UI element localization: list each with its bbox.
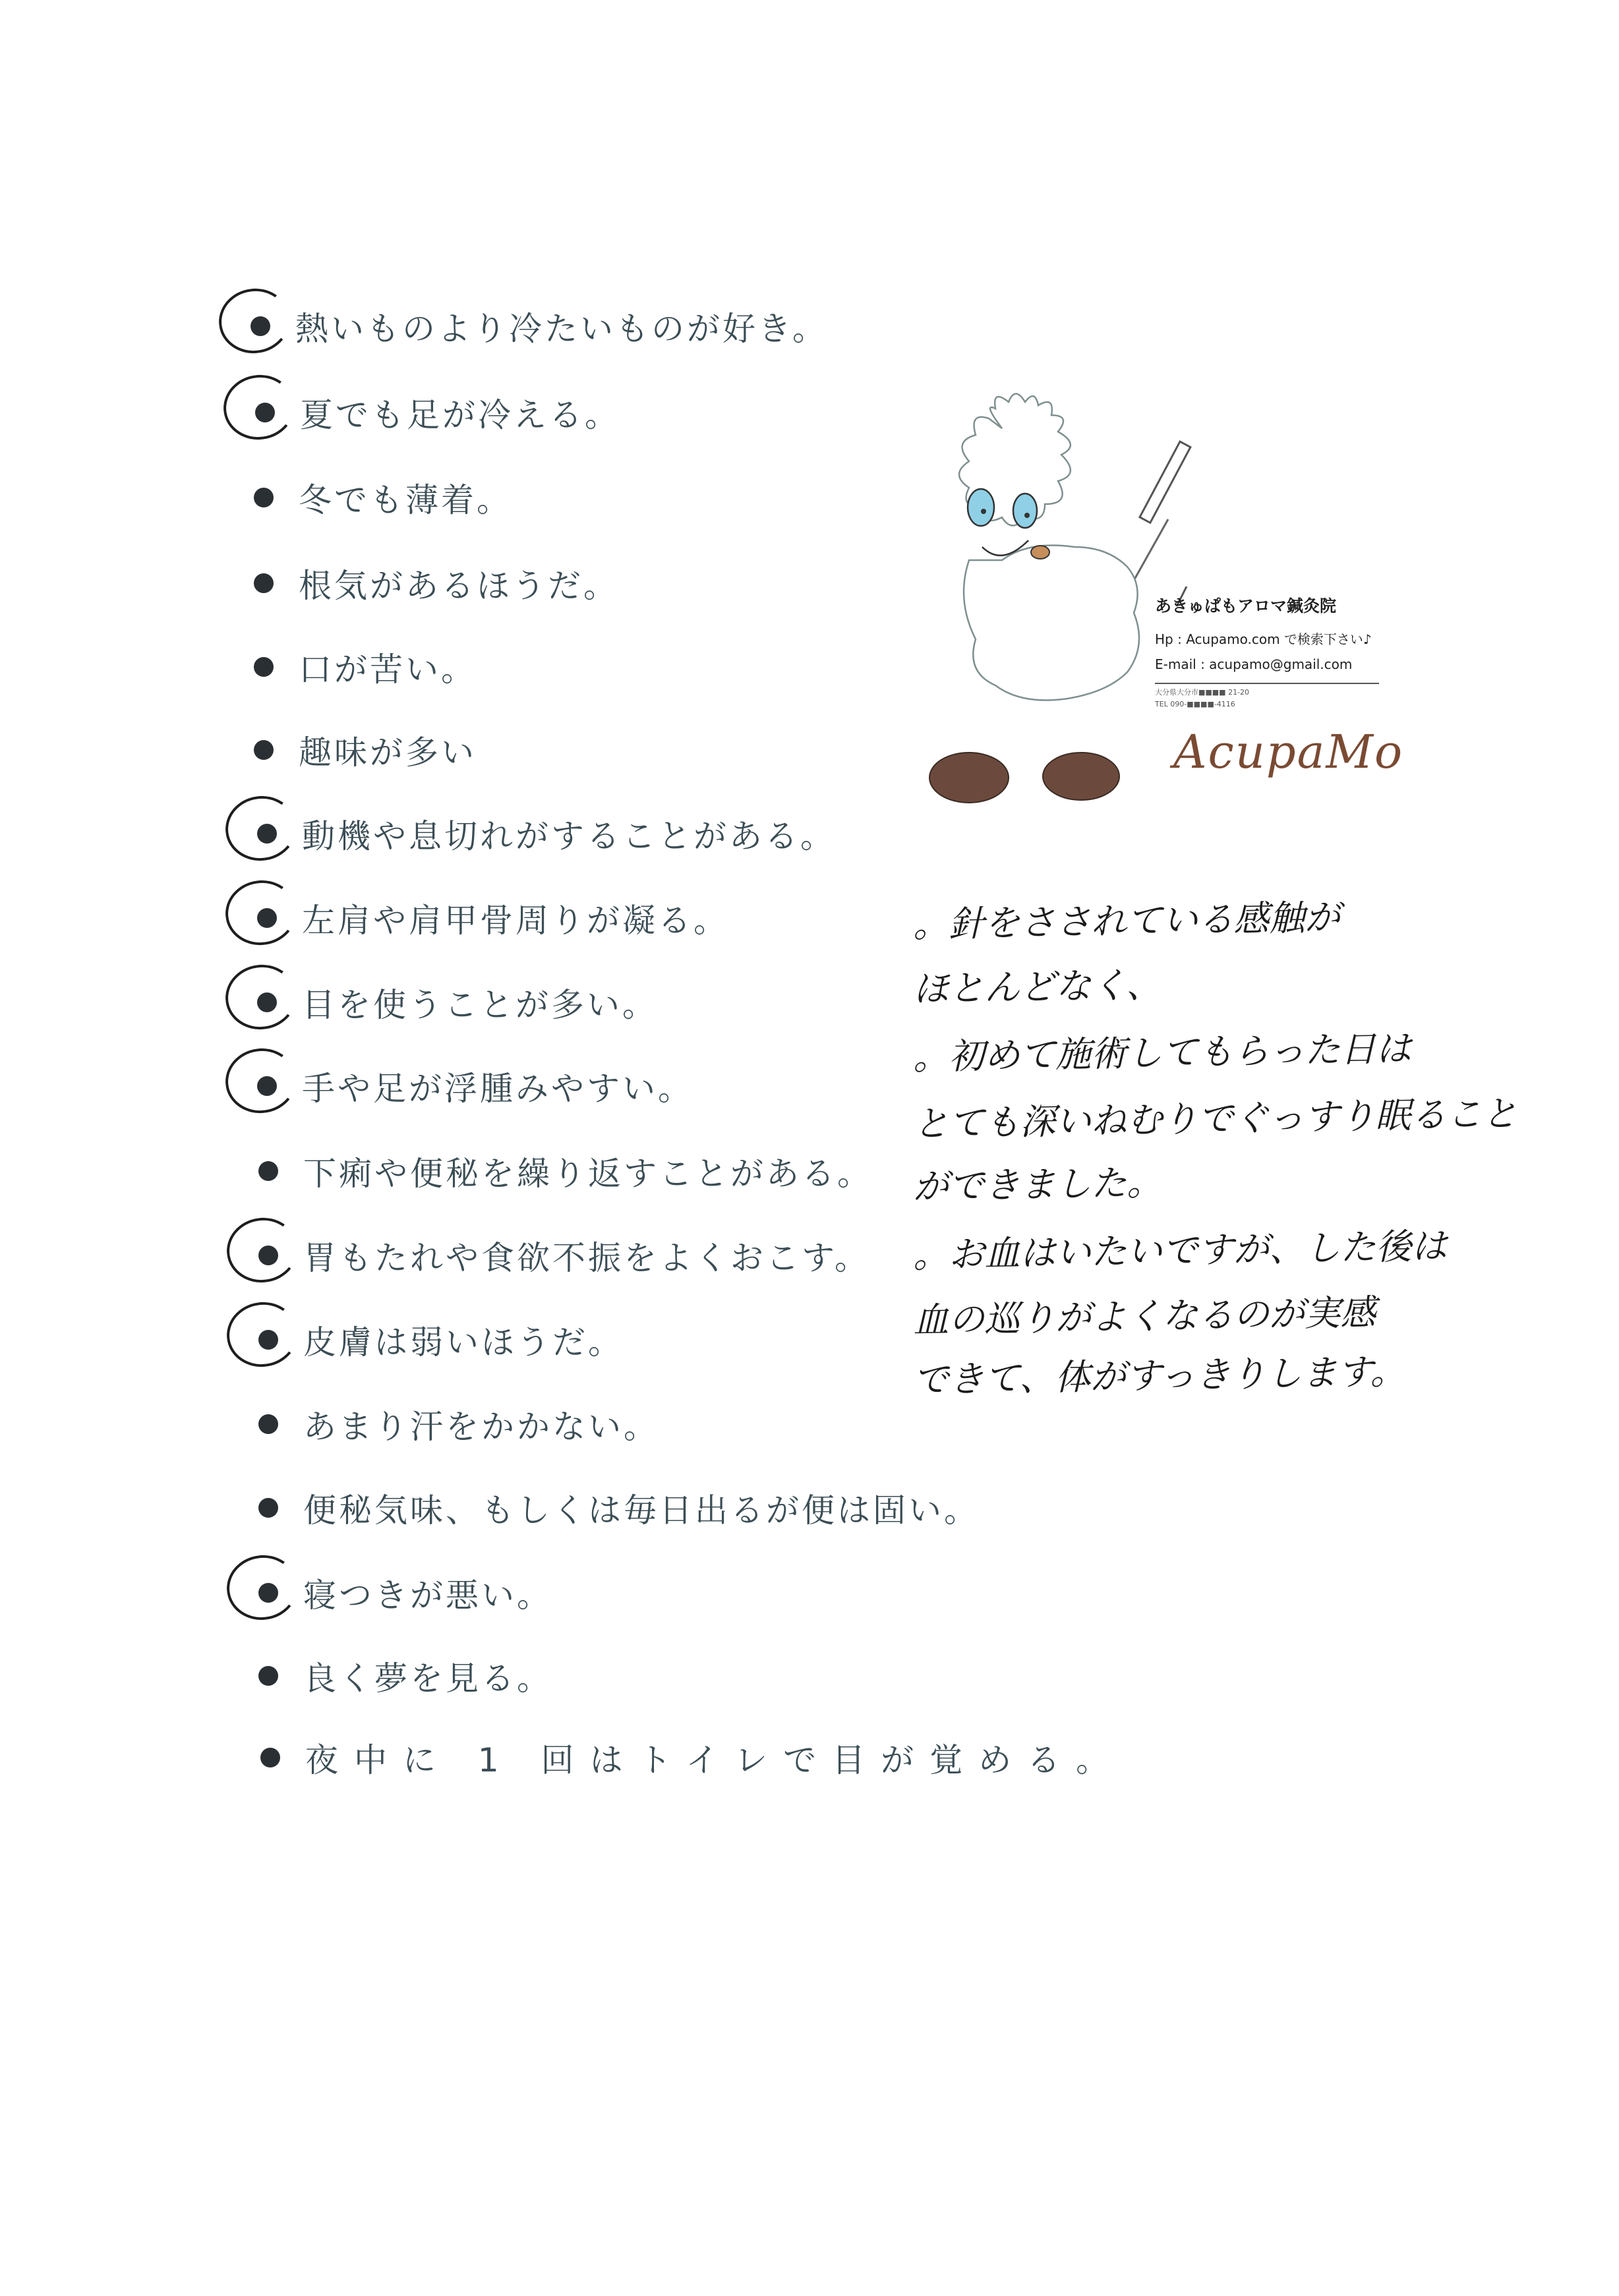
clinic-address: 大分県大分市■■■■ 21-20 (1155, 688, 1250, 697)
bullet-icon (258, 1330, 278, 1350)
checklist-item-text: 寝つきが悪い。 (303, 1576, 552, 1615)
note-line: 血の巡りがよくなるのが実感 (912, 1291, 1376, 1342)
checklist-item (257, 797, 836, 870)
checklist-item (258, 1304, 624, 1376)
checklist-item-text: 根気があるほうだ。 (299, 567, 619, 605)
note-line: とても深いねむりでぐっすり眠ること (912, 1093, 1518, 1145)
note-line: 。針をさされている感触が (912, 896, 1341, 946)
note-line: ができました。 (912, 1161, 1163, 1208)
checklist-item-text: 趣味が多い (299, 733, 477, 772)
bullet-icon (254, 657, 274, 677)
bullet-icon (254, 573, 274, 593)
checklist-item-text: 便秘気味、もしくは毎日出るが便は固い。 (303, 1491, 980, 1530)
checklist-item (254, 631, 477, 703)
checklist-item-text: 動機や息切れがすることがある。 (302, 817, 836, 855)
checklist-item (258, 1557, 552, 1629)
bullet-icon (258, 1414, 278, 1434)
bullet-icon (255, 403, 275, 422)
handwritten-circle-icon (223, 1551, 303, 1624)
checklist-item-text: 夏でも足が冷える。 (300, 396, 620, 434)
note-line: 。初めて施術してもらった日は (912, 1027, 1412, 1078)
divider (1155, 683, 1379, 684)
bullet-icon (257, 908, 277, 928)
clinic-name: あきゅぱもアロマ鍼灸院 (1155, 596, 1337, 616)
checklist-item-text: 夜中に 1 回はトイレで目が覚める。 (305, 1741, 1125, 1779)
bullet-icon (258, 1246, 278, 1265)
handwritten-circle-icon (221, 876, 301, 950)
checklist-item-text: 冬でも薄着。 (299, 481, 512, 519)
clinic-phone: TEL 090-■■■■-4116 (1155, 700, 1235, 708)
note-line: できて、体がすっきりします。 (912, 1350, 1406, 1401)
note-line: ほとんどなく、 (912, 963, 1162, 1010)
checklist-item (258, 1219, 870, 1292)
checklist-item-text: 熱いものより冷たいものが好き。 (295, 310, 828, 348)
checklist-item (250, 290, 828, 362)
bullet-icon (258, 1583, 278, 1603)
checklist-item (257, 1050, 693, 1122)
note-line: 。お血はいたいですが、した後は (912, 1224, 1448, 1277)
bullet-icon (257, 1076, 277, 1096)
checklist-item (257, 882, 729, 954)
mascot-feet (929, 753, 1119, 803)
checklist-item (254, 714, 477, 786)
checklist-item (258, 1472, 980, 1544)
checklist-item (258, 1640, 552, 1712)
checklist-item-text: 左肩や肩甲骨周りが凝る。 (302, 902, 729, 940)
mascot-tongue (1031, 546, 1049, 559)
handwritten-circle-icon (221, 960, 301, 1034)
checklist-item-text: 良く夢を見る。 (303, 1659, 552, 1698)
checklist-item (258, 1388, 659, 1460)
checklist-item (257, 966, 658, 1039)
checklist-item (254, 547, 619, 619)
handwritten-circle-icon (215, 284, 295, 358)
acupamo-logo: AcupaMo (1173, 725, 1404, 779)
clinic-website: Hp : Acupamo.com で検索下さい♪ (1155, 631, 1372, 647)
checklist-item (255, 376, 620, 449)
bullet-icon (254, 488, 274, 507)
checklist-item-text: 目を使うことが多い。 (302, 986, 658, 1024)
checklist-item-text: 胃もたれや食欲不振をよくおこす。 (303, 1239, 870, 1277)
bullet-icon (257, 992, 277, 1012)
checklist-item (254, 461, 512, 534)
handwritten-circle-icon (223, 1298, 303, 1371)
checklist-item (258, 1135, 873, 1207)
clinic-email: E-mail : acupamo@gmail.com (1155, 656, 1353, 672)
checklist-item-text: 手や足が浮腫みやすい。 (302, 1070, 693, 1108)
checklist-item-text: 皮膚は弱いほうだ。 (303, 1323, 624, 1362)
bullet-icon (258, 1161, 278, 1181)
clinic-business-card (910, 389, 1411, 817)
handwritten-circle-icon (221, 791, 301, 865)
handwritten-circle-icon (221, 1044, 301, 1118)
checklist-item-text: あまり汗をかかない。 (303, 1408, 659, 1446)
handwritten-circle-icon (220, 370, 299, 444)
bullet-icon (258, 1498, 278, 1518)
bullet-icon (250, 316, 270, 336)
bullet-icon (258, 1666, 278, 1686)
handwritten-circle-icon (223, 1213, 303, 1287)
checklist-item-text: 下痢や便秘を繰り返すことがある。 (303, 1155, 873, 1193)
bullet-icon (260, 1748, 280, 1767)
mascot-body (959, 394, 1139, 701)
checklist-item-text: 口が苦い。 (299, 650, 477, 689)
bullet-icon (254, 740, 274, 760)
checklist-item (260, 1721, 1125, 1794)
bullet-icon (257, 824, 277, 844)
